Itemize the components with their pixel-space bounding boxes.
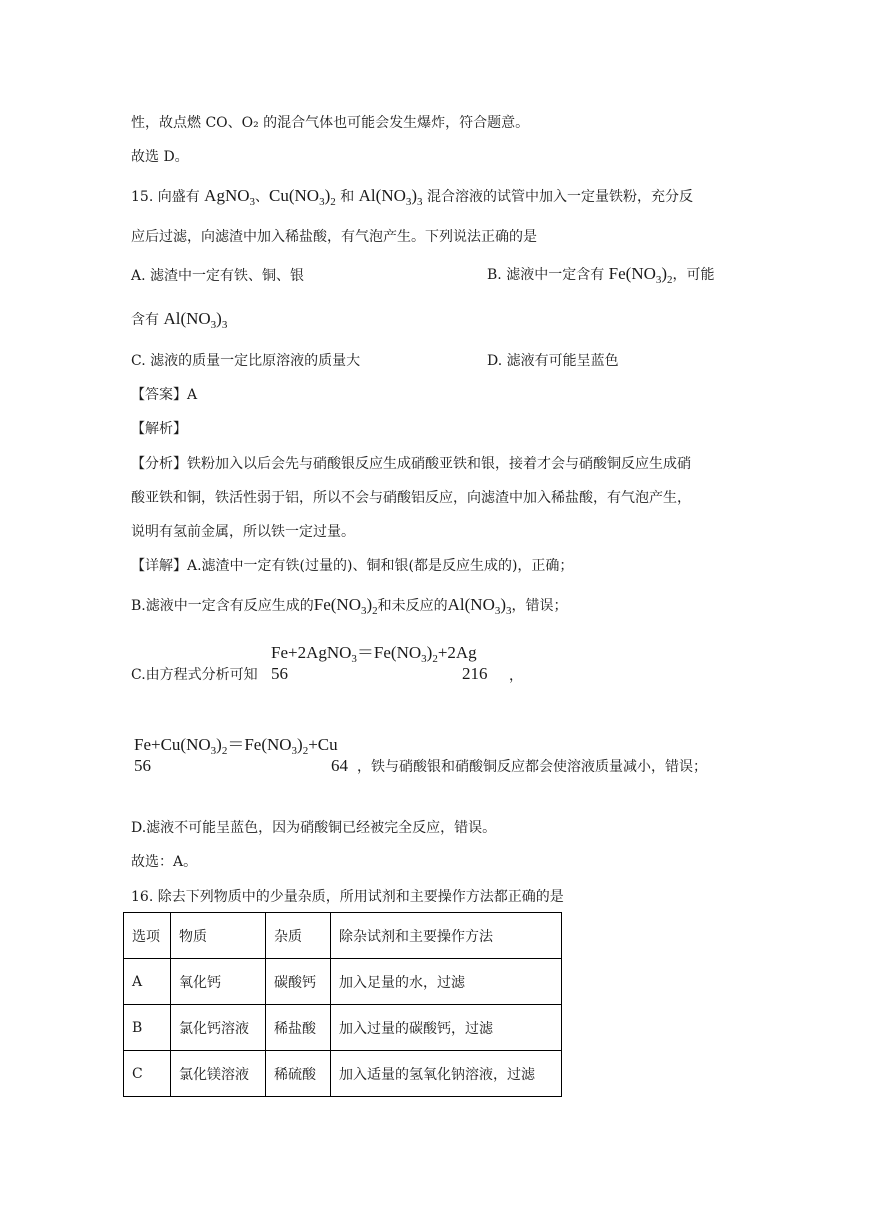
formula-feno3: $Fe(NO_3)_2$ <box>313 595 378 617</box>
table-cell: C <box>124 1051 171 1097</box>
option-b: B. 滤液中一定含有 $Fe(NO_3)_2$，可能 <box>487 264 715 286</box>
table-cell: 氯化钙溶液 <box>171 1005 266 1051</box>
detail-d: D.滤液不可能呈蓝色，因为硝酸铜已经被完全反应，错误。 <box>131 820 497 836</box>
text-line: 故选 D。 <box>131 149 189 165</box>
text-line: 性，故点燃 CO、O₂ 的混合气体也可能会发生爆炸，符合题意。 <box>131 115 530 131</box>
table-cell: B <box>124 1005 171 1051</box>
question-15-stem: 15. 向盛有 AgNO$_3$、$Cu(NO_3)_2$ 和 $Al(NO_3)_3$ 混合溶液的试管中加入一定量铁粉，充分反 <box>131 186 693 208</box>
eq1-mass-fe: 56 <box>271 664 288 683</box>
text-line: 酸亚铁和铜，铁活性弱于铝，所以不会与硝酸铝反应，向滤渣中加入稀盐酸，有气泡产生， <box>131 490 691 506</box>
option-b-cont: 含有 $Al(NO_3)_3$ <box>131 309 228 331</box>
table-header-row <box>124 913 562 959</box>
formula-alno3: $Al(NO_3)_3$ <box>447 595 512 617</box>
text-line: 故选：A。 <box>131 854 198 870</box>
table-header-cell: 物质 <box>171 913 266 959</box>
table-cell: 氧化钙 <box>171 959 266 1005</box>
formula-alno3: $Al(NO_3)_3$ <box>163 309 228 331</box>
text-line: 应后过滤，向滤渣中加入稀盐酸，有气泡产生。下列说法正确的是 <box>131 229 537 245</box>
equation-1: $Fe+2AgNO_3=Fe(NO_3)_2+2Ag$ <box>271 643 477 665</box>
detail-b: B.滤液中一定含有反应生成的$Fe(NO_3)_2$和未反应的$Al(NO_3)_3$，错误； <box>131 595 568 617</box>
eq1-mass-ag: 216 <box>462 664 488 683</box>
table-cell: 加入足量的水，过滤 <box>331 959 562 1005</box>
table-cell: 碳酸钙 <box>266 959 331 1005</box>
formula-agno3: AgNO$_3$ <box>204 186 256 208</box>
table-header-cell: 杂质 <box>266 913 331 959</box>
formula-feno3: $Fe(NO_3)_2$ <box>608 264 673 286</box>
text-line: 【详解】A.滤渣中一定有铁(过量的)、铜和银(都是反应生成的)，正确； <box>131 558 574 574</box>
comma: ， <box>509 668 523 684</box>
table-header-cell: 选项 <box>124 913 171 959</box>
options-table <box>123 912 562 1097</box>
question-number: 15. 向盛有 <box>131 189 200 205</box>
table-cell: 稀盐酸 <box>266 1005 331 1051</box>
table-row <box>124 1005 562 1051</box>
equation-2: $Fe+Cu(NO_3)_2=Fe(NO_3)_2+Cu$ <box>134 735 338 757</box>
text-line: ，铁与硝酸银和硝酸铜反应都会使溶液质量减小，错误； <box>357 759 707 775</box>
table-row <box>124 959 562 1005</box>
table-header-cell: 除杂试剂和主要操作方法 <box>331 913 562 959</box>
answer-label: 【答案】A <box>131 387 198 403</box>
table-row <box>124 1051 562 1097</box>
detail-c-prefix: C.由方程式分析可知 <box>131 667 258 683</box>
eq2-mass-fe: 56 <box>134 756 151 775</box>
formula-cuno3: $Cu(NO_3)_2$ <box>269 186 336 208</box>
analysis-label: 【解析】 <box>131 421 187 437</box>
question-16-stem: 16. 除去下列物质中的少量杂质，所用试剂和主要操作方法都正确的是 <box>131 889 564 905</box>
table-cell: 加入适量的氢氧化钠溶液，过滤 <box>331 1051 562 1097</box>
text-line: 说明有氢前金属，所以铁一定过量。 <box>131 524 355 540</box>
table-cell: 氯化镁溶液 <box>171 1051 266 1097</box>
option-c: C. 滤液的质量一定比原溶液的质量大 <box>131 353 361 369</box>
table-cell: 稀硫酸 <box>266 1051 331 1097</box>
formula-alno3: $Al(NO_3)_3$ <box>358 186 423 208</box>
text-line: 【分析】铁粉加入以后会先与硝酸银反应生成硝酸亚铁和银，接着才会与硝酸铜反应生成硝 <box>131 456 691 472</box>
eq2-mass-cu: 64 <box>331 756 348 775</box>
table-cell: 加入过量的碳酸钙，过滤 <box>331 1005 562 1051</box>
option-d: D. 滤液有可能呈蓝色 <box>487 353 619 369</box>
option-a: A. 滤渣中一定有铁、铜、银 <box>131 268 305 284</box>
table-cell: A <box>124 959 171 1005</box>
